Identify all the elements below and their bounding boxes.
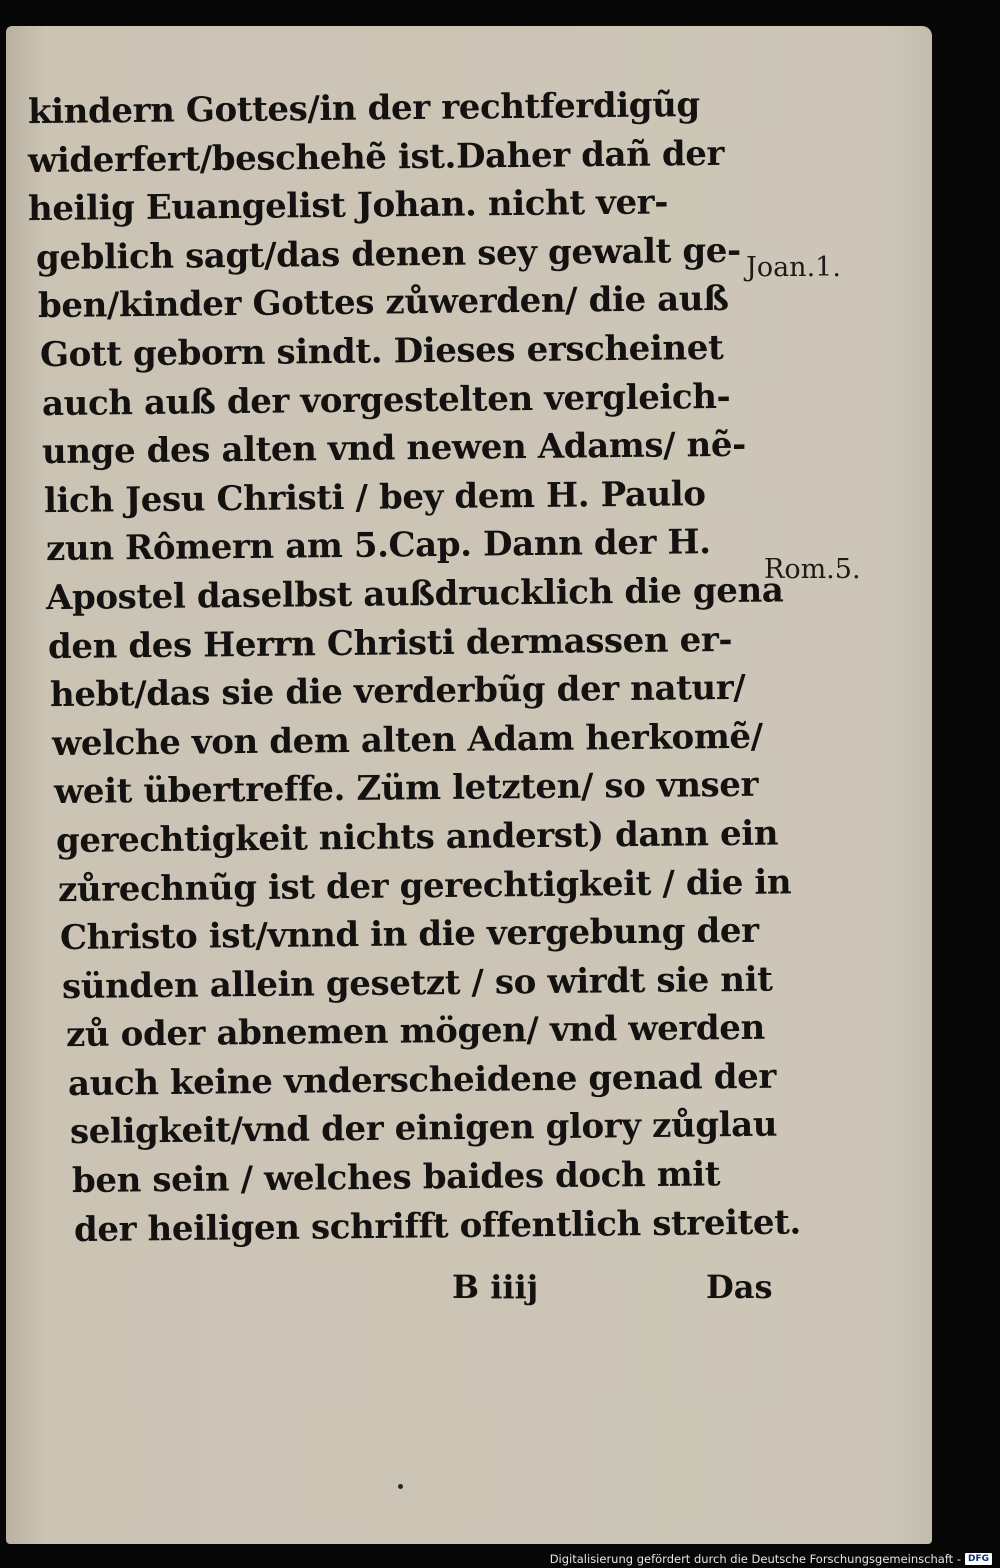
text-line: ben/kinder Gottes zůwerden/ die auß: [37, 279, 729, 327]
text-line: geblich sagt/das denen sey gewalt ge-: [35, 230, 741, 278]
text-line: seligkeit/vnd der einigen glory zůglau: [69, 1105, 778, 1153]
digitization-footer: [550, 1552, 992, 1566]
text-line: zůrechnũg ist der gerechtigkeit / die in: [57, 861, 792, 910]
text-line: auch keine vnderscheidene genad der: [67, 1056, 777, 1104]
text-line: den des Herrn Christi dermassen er-: [47, 619, 733, 667]
signature-mark: B iiij: [452, 1268, 539, 1306]
text-line: sünden allein gesetzt / so wirdt sie nit: [61, 959, 773, 1007]
text-line: lich Jesu Christi / bey dem H. Paulo: [43, 473, 706, 521]
text-line: heilig Euangelist Johan. nicht ver-: [27, 182, 669, 230]
text-line: kindern Gottes/in der rechtferdigũg: [27, 85, 701, 133]
footer-text: Digitalisierung gefördert durch die Deutsche Forschungsgemeinschaft -: [549, 1552, 961, 1566]
text-line: hebt/das sie die verderbũg der natur/: [49, 667, 746, 716]
margin-note-rom: Rom.5.: [764, 554, 861, 585]
text-line: widerfert/beschehẽ ist.Daher dañ der: [27, 133, 725, 181]
text-line: zun Rômern am 5.Cap. Dann der H.: [45, 522, 711, 570]
text-line: ben sein / welches baides doch mit: [71, 1154, 721, 1202]
catchword: Das: [706, 1268, 773, 1306]
body-text: [28, 84, 808, 1250]
text-line: welche von dem alten Adam herkomẽ/: [51, 716, 763, 764]
text-line: weit übertreffe. Züm letzten/ so vnser: [53, 765, 759, 813]
dfg-logo-icon: DFG: [965, 1553, 992, 1565]
text-line: Christo ist/vnnd in die vergebung der: [59, 910, 759, 959]
text-line: zů oder abnemen mögen/ vnd werden: [65, 1008, 766, 1056]
margin-note-joan: Joan.1.: [746, 252, 841, 283]
text-line: unge des alten vnd newen Adams/ nẽ-: [41, 424, 747, 473]
text-line: der heiligen schrifft offentlich streitet.: [73, 1202, 802, 1250]
text-line: Apostel daselbst außdrucklich die gena: [45, 570, 784, 619]
text-line: auch auß der vorgestelten vergleich-: [41, 376, 731, 424]
text-line: gerechtigkeit nichts anderst) dann ein: [55, 813, 779, 861]
ink-speck: [398, 1484, 403, 1489]
text-line: Gott geborn sindt. Dieses erscheinet: [39, 327, 724, 376]
book-page: [6, 26, 932, 1544]
